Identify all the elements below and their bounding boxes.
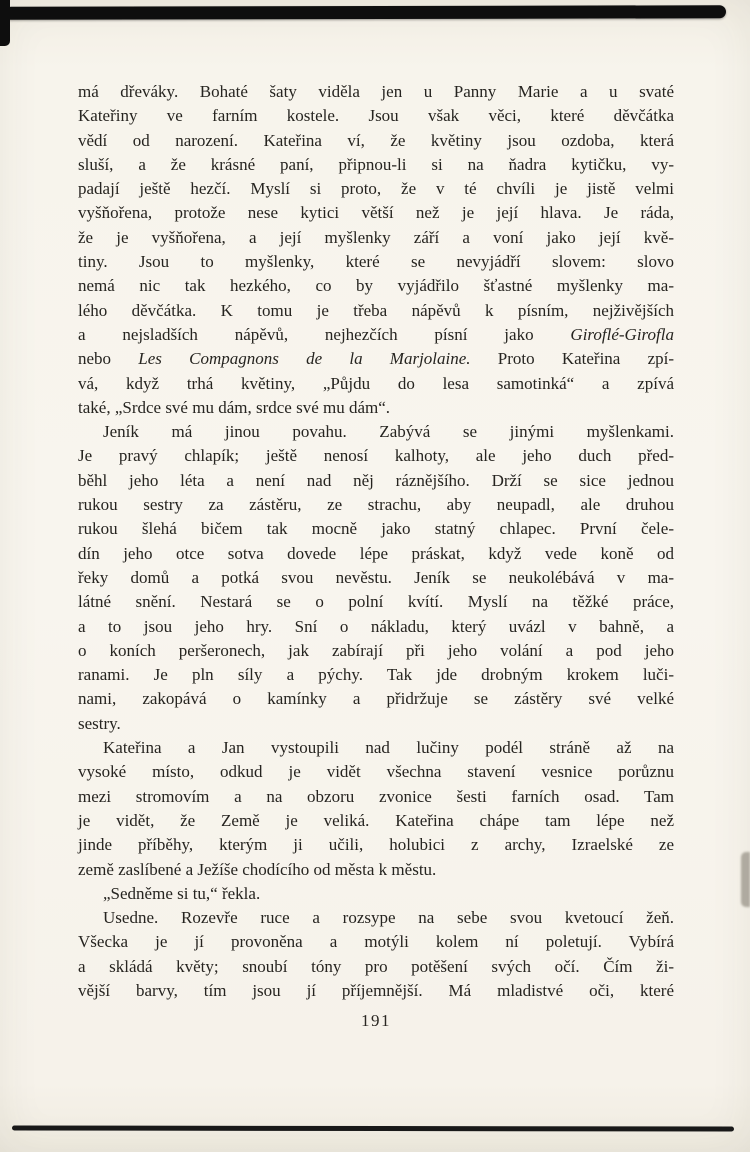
text-line xyxy=(78,566,674,590)
text-run: ranami. Je pln síly a pýchy. Tak jde drobným krokem luči- xyxy=(78,665,674,685)
text-run: nami, zakopává o kamínky a přidržuje se zástěry své velké xyxy=(78,689,674,709)
text-line xyxy=(78,274,674,298)
text-run: rukou sestry za zástěru, ze strachu, aby neupadl, ale druhou xyxy=(78,495,674,515)
text-line xyxy=(78,250,674,274)
scan-artifact-top-bar xyxy=(8,5,726,20)
text-line xyxy=(78,663,674,687)
text-line xyxy=(78,396,674,420)
text-run: látné snění. Nestará se o polní kvítí. Myslí na těžké práce, xyxy=(78,592,674,612)
italic-song-title: Les Compagnons de la Marjolaine. xyxy=(138,349,471,369)
text-run: „Sedněme si tu,“ řekla. xyxy=(103,883,261,903)
text-line xyxy=(78,323,674,347)
scan-artifact-left-edge-mark xyxy=(0,0,10,46)
text-line xyxy=(78,833,674,857)
text-run: sluší, a že krásné paní, připnou-li si na ňadra kytičku, vy- xyxy=(78,154,674,174)
text-line xyxy=(78,785,674,809)
text-line xyxy=(78,153,674,177)
text-run: a nejsladších nápěvů, nejhezčích písní jako xyxy=(78,324,571,344)
text-line xyxy=(78,882,674,906)
text-run: sestry. xyxy=(78,713,121,733)
text-line xyxy=(78,930,674,954)
text-run: také, „Srdce své mu dám, srdce své mu dám“. xyxy=(78,397,391,417)
italic-song-title: Giroflé-Girofla xyxy=(570,324,674,344)
text-run: lého děvčátka. K tomu je třeba nápěvů k písním, nejživějších xyxy=(78,300,674,320)
text-run: Všecka je jí provoněna a motýli kolem ní poletují. Vybírá xyxy=(78,932,674,952)
text-line xyxy=(78,80,674,104)
text-run: rukou šlehá bičem tak mocně jako statný chlapec. První čele- xyxy=(78,519,674,539)
text-run: má dřeváky. Bohaté šaty viděla jen u Panny Marie a u svaté xyxy=(78,82,674,101)
text-run: nemá nic tak hezkého, co by vyjádřilo šťastné myšlenky ma- xyxy=(78,276,674,296)
text-line xyxy=(78,372,674,396)
text-run: o koních peršeronech, jak zabírají při jeho volání a pod jeho xyxy=(78,640,674,660)
text-run: Kateřina a Jan vystoupili nad lučiny podél stráně až na xyxy=(103,738,674,758)
text-run: Je pravý chlapík; ještě nenosí kalhoty, ale jeho duch před- xyxy=(78,446,674,466)
text-line xyxy=(78,736,674,760)
text-run: tiny. Jsou to myšlenky, které se nevyjádří slovem: slovo xyxy=(78,252,674,272)
text-run: dín jeho otce sotva dovede lépe práskat, když vede koně od xyxy=(78,543,674,563)
text-run: Proto Kateřina zpí- xyxy=(470,349,675,369)
text-line xyxy=(78,955,674,979)
text-run: že je vyšňořena, a její myšlenky září a voní jako její kvě- xyxy=(78,227,674,247)
text-line xyxy=(78,712,674,736)
text-run: Jeník má jinou povahu. Zabývá se jinými myšlenkami. xyxy=(103,422,674,442)
text-line xyxy=(78,201,674,225)
text-line xyxy=(78,858,674,882)
text-line xyxy=(78,542,674,566)
text-run: vědí od narození. Kateřina ví, že květiny jsou ozdoba, která xyxy=(78,130,674,150)
text-run: řeky domů a potká svou nevěstu. Jeník se neukolébává v ma- xyxy=(78,567,674,587)
text-line xyxy=(78,420,674,444)
text-line xyxy=(78,177,674,201)
text-line xyxy=(78,760,674,784)
text-line xyxy=(78,129,674,153)
text-line xyxy=(78,809,674,833)
text-run: jinde příběhy, kterým ji učili, holubici z archy, Izraelské ze xyxy=(78,835,674,855)
scan-artifact-bottom-line xyxy=(12,1125,734,1131)
text-block xyxy=(78,80,674,1003)
text-run: nebo xyxy=(78,349,139,369)
page-number: 191 xyxy=(361,1011,391,1030)
text-line xyxy=(78,444,674,468)
text-run: je vidět, že Země je veliká. Kateřina chápe tam lépe než xyxy=(78,810,674,830)
text-run: Usedne. Rozevře ruce a rozsype na sebe svou kvetoucí žeň. xyxy=(103,908,674,928)
text-run: vyšňořena, protože nese kytici větší než je její hlava. Je ráda, xyxy=(78,203,674,223)
text-run: mezi stromovím a na obzoru zvonice šesti farních osad. Tam xyxy=(78,786,674,806)
text-line xyxy=(78,590,674,614)
text-run: vysoké místo, odkud je vidět všechna stavení vesnice porůznu xyxy=(78,762,674,782)
text-line xyxy=(78,493,674,517)
text-line xyxy=(78,906,674,930)
text-line xyxy=(78,226,674,250)
text-run: a skládá květy; snoubí tóny pro potěšení svých očí. Čím ži- xyxy=(78,956,674,976)
text-line xyxy=(78,615,674,639)
text-run: vá, když trhá květiny, „Půjdu do lesa samotinká“ a zpívá xyxy=(78,373,674,393)
text-run: Kateřiny ve farním kostele. Jsou však věci, které děvčátka xyxy=(78,106,674,126)
text-run: země zaslíbené a Ježíše chodícího od města k městu. xyxy=(78,859,437,879)
text-line xyxy=(78,517,674,541)
scan-artifact-right-smudge xyxy=(741,852,750,907)
text-run: běhl jeho léta a není nad něj ráznějšího. Drží se sice jednou xyxy=(78,470,674,490)
text-run: vější barvy, tím jsou jí příjemnější. Má mladistvé oči, které xyxy=(78,980,674,1000)
text-line xyxy=(78,347,674,371)
text-line xyxy=(78,469,674,493)
text-line xyxy=(78,104,674,128)
text-line xyxy=(78,979,674,1003)
text-line xyxy=(78,687,674,711)
text-line xyxy=(78,299,674,323)
text-line xyxy=(78,639,674,663)
text-run: padají ještě hezčí. Myslí si proto, že v té chvíli je jistě velmi xyxy=(78,179,674,199)
text-run: a to jsou jeho hry. Sní o nákladu, který uvázl v bahně, a xyxy=(78,616,674,636)
